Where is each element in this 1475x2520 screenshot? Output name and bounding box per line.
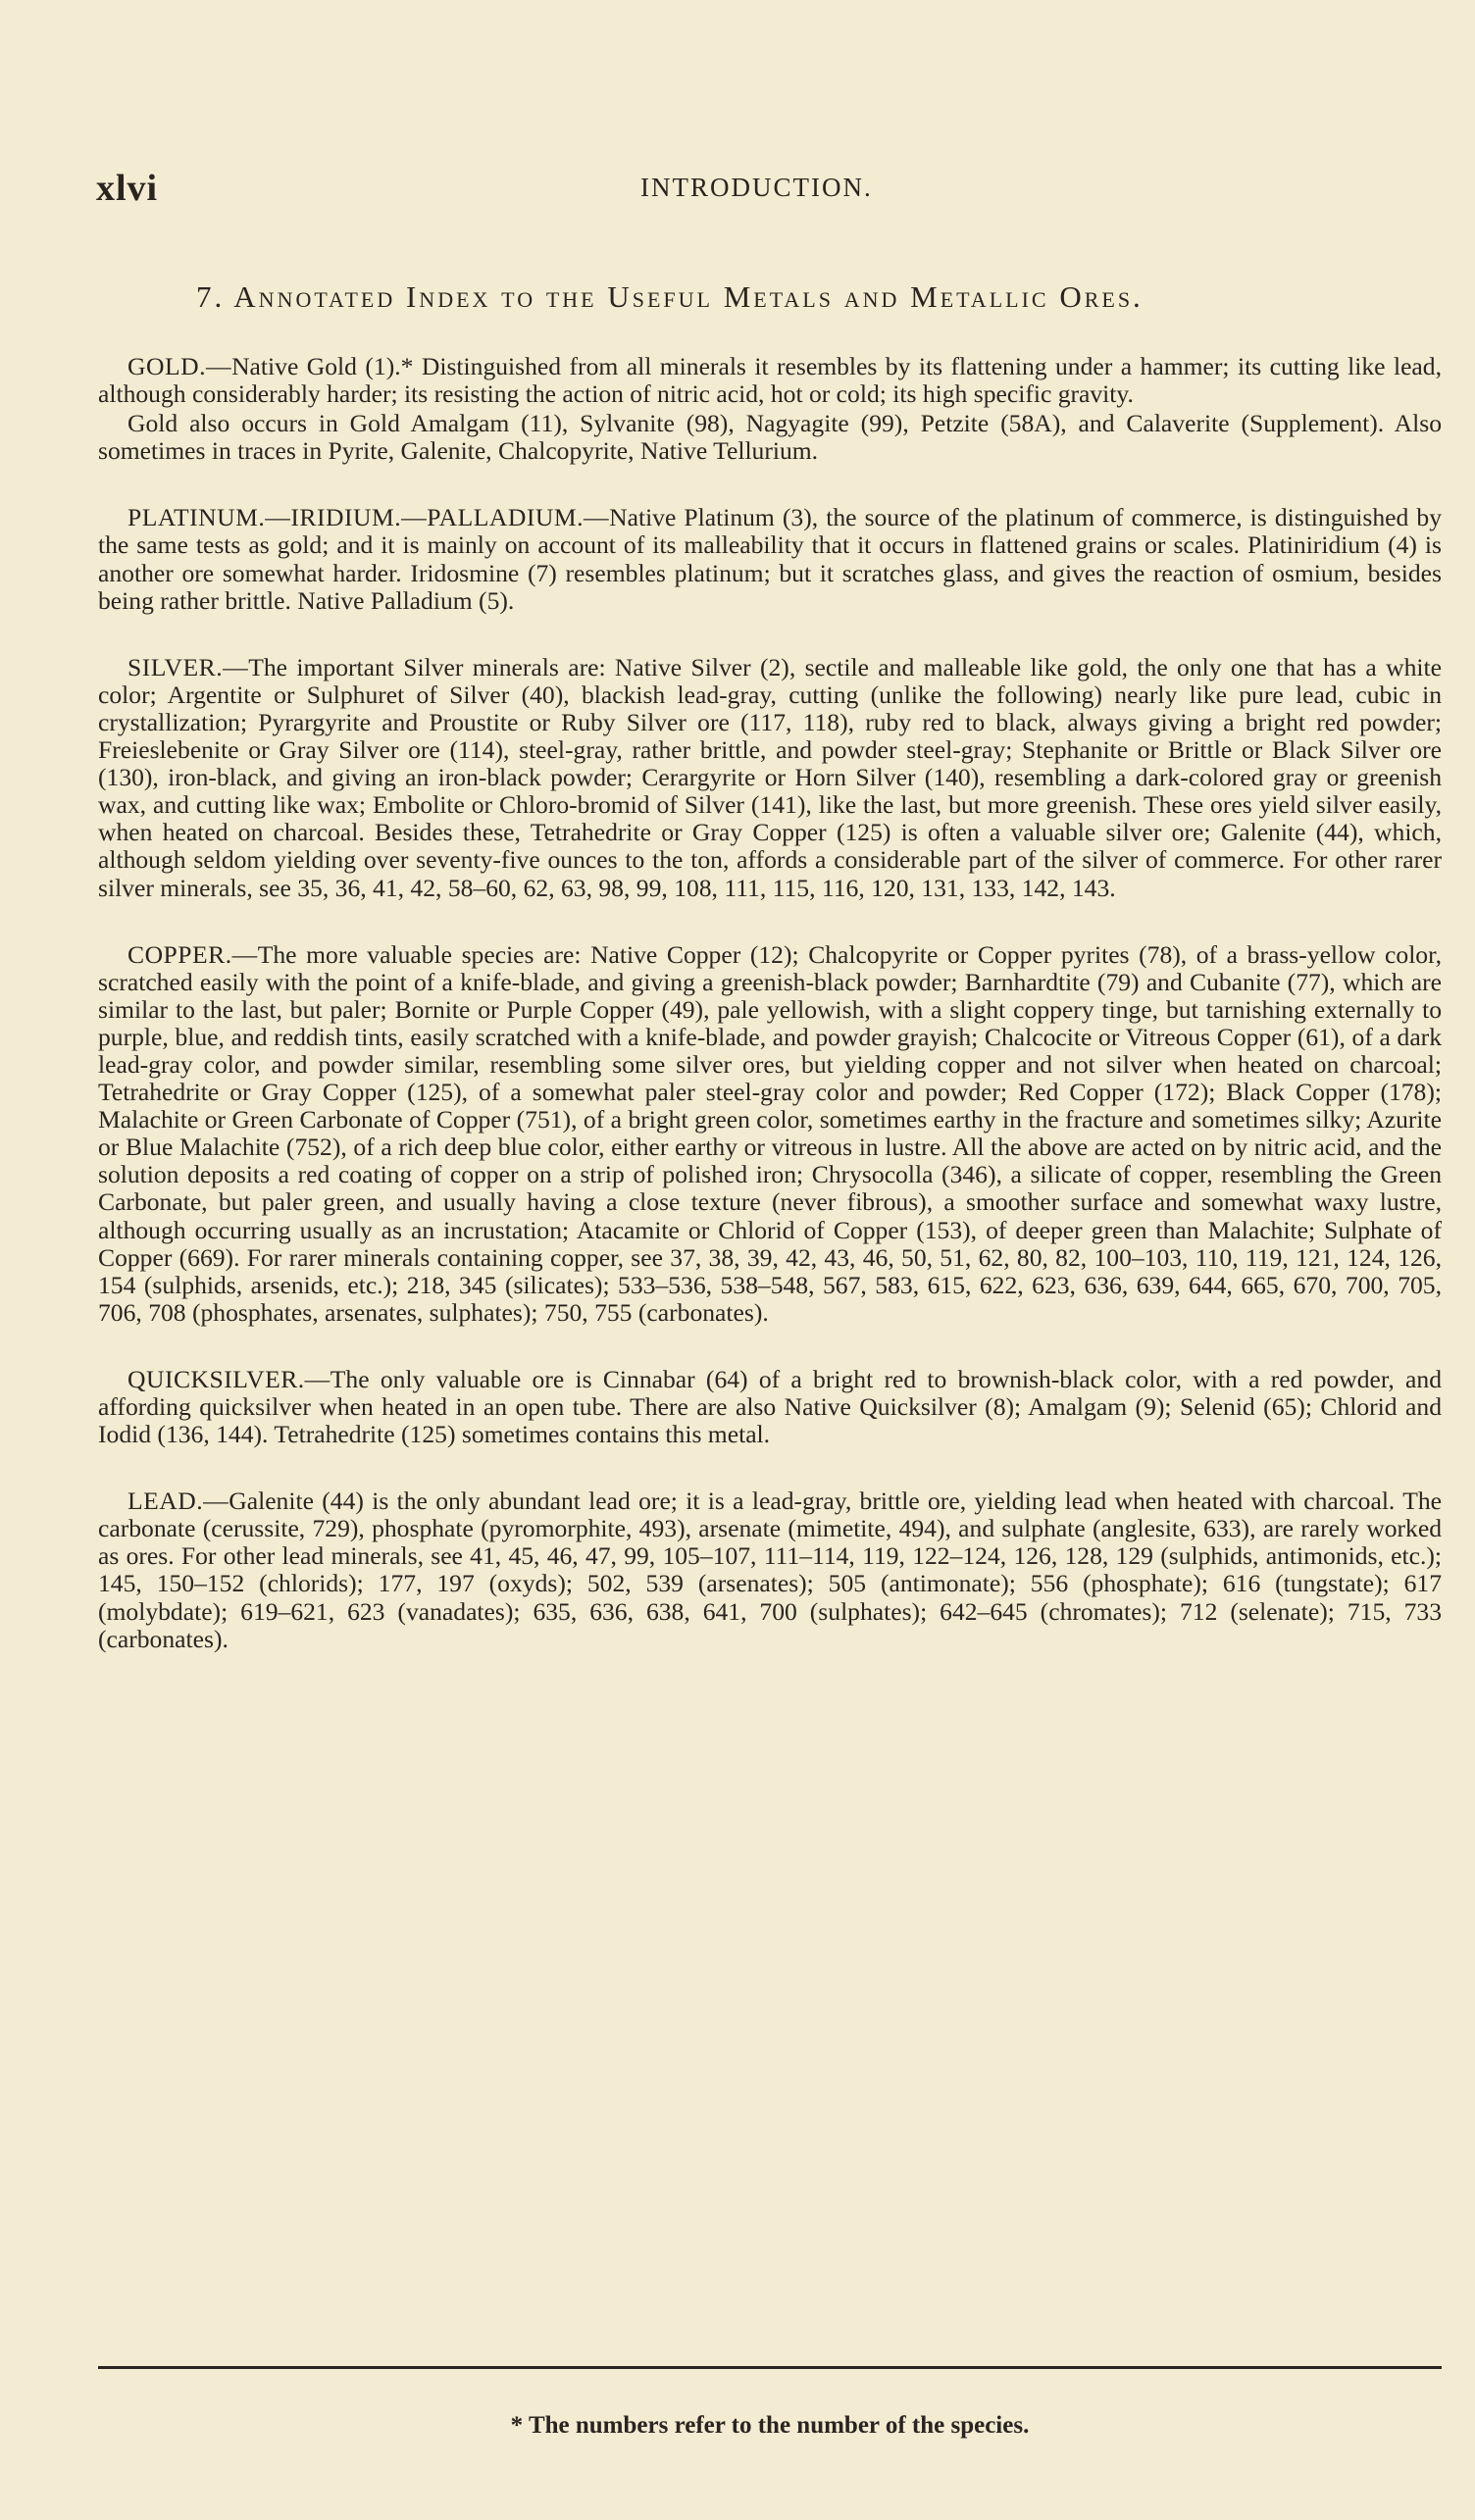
paragraph-gold-continued: [98, 410, 1442, 465]
paragraph-text: The more valuable species are: Native Copper (12); Chalcopyrite or Copper pyrites (78), of a brass-yellow color, scratched easily with the point of a knife-blade, and giving a greenish-black powder; Barnhardtite (79) and Cubanite (77), which are similar to the last, but paler; Bornite or Purple Copper (49), pale yellowish, with a slight coppery tinge, but tarnishing externally to purple, blue, and reddish tints, easily scratched with a knife-blade, and powder grayish; Chalcocite or Vitreous Copper (61), of a dark lead-gray color, and powder similar, resembling some silver ores, but yielding copper and not silver when heated on charcoal; Tetrahedrite or Gray Copper (125), of a somewhat paler steel-gray color and powder; Red Copper (172); Black Copper (178); Malachite or Green Carbonate of Copper (751), of a bright green color, sometimes earthy in the fracture and sometimes silky; Azurite or Blue Malachite (752), of a rich deep blue color, either earthy or vitreous in lustre. All the above are acted on by nitric acid, and the solution deposits a red coating of copper on a strip of polished iron; Chrysocolla (346), a silicate of copper, resembling the Green Carbonate, but paler green, and usually having a close texture (never fibrous), a smoother surface and somewhat waxy lustre, although occurring usually as an incrustation; Atacamite or Chlorid of Copper (153), of deeper green than Malachite; Sulphate of Copper (669). For rarer minerals containing copper, see 37, 38, 39, 42, 43, 46, 50, 51, 62, 80, 82, 100–103, 110, 119, 121, 124, 126, 154 (sulphids, arsenids, etc.); 218, 345 (silicates); 533–536, 538–548, 567, 583, 615, 622, 623, 636, 639, 644, 665, 670, 700, 705, 706, 708 (phosphates, arsenates, sulphates); 750, 755 (carbonates).: [98, 939, 1442, 1327]
paragraph-lead: PLATINUM.—IRIDIUM.—PALLADIUM.—: [127, 503, 610, 532]
section-title: 7. Annotated Index to the Useful Metals and Metallic Ores.: [196, 279, 1144, 314]
paragraph-gold: [98, 353, 1442, 408]
page-number: xlvi: [96, 168, 159, 209]
paragraph-lead: SILVER.—: [127, 652, 249, 681]
body-text: [98, 353, 1442, 1653]
paragraph-text: Native Platinum (3), the source of the platinum of commerce, is distinguished by the same tests as gold; and it is mainly on account of its malleability that it occurs in flattened grains or scales. Platiniridium (4) is another ore somewhat harder. Iridosmine (7) resembles platinum; but it scratches glass, and gives the reaction of osmium, besides being rather brittle. Native Palladium (5).: [98, 503, 1442, 615]
running-title: INTRODUCTION.: [640, 173, 873, 202]
paragraph-text: Native Gold (1).* Distinguished from all minerals it resembles by its flattening under a hammer; its cutting like lead, although considerably harder; its resisting the action of nitric acid, hot or cold; its high specific gravity.: [98, 352, 1442, 409]
footnote: * The numbers refer to the number of the species.: [510, 2412, 1030, 2439]
paragraph-platinum: [98, 504, 1442, 614]
paragraph-lead: GOLD.—: [127, 352, 232, 380]
paragraph-copper: [98, 941, 1442, 1327]
page-header: [96, 167, 1442, 216]
paragraph-text: The only valuable ore is Cinnabar (64) of a bright red to brownish-black color, with a red powder, and affording quicksilver when heated in an open tube. There are also Native Quicksilver (8); Amalgam (9); Selenid (65); Chlorid and Iodid (136, 144). Tetrahedrite (125) sometimes contains this metal.: [98, 1364, 1442, 1449]
paragraph-quicksilver: [98, 1366, 1442, 1448]
paragraph-lead: COPPER.—: [127, 939, 258, 969]
paragraph-lead: LEAD.—: [127, 1487, 229, 1516]
paragraph-text: Gold also occurs in Gold Amalgam (11), Sylvanite (98), Nagyagite (99), Petzite (58A), and Calaverite (Supplement). Also sometimes in traces in Pyrite, Galenite, Chalcopyrite, Native Tellurium.: [98, 409, 1442, 466]
footnote-divider: [98, 2366, 1442, 2369]
paragraph-lead-metal: [98, 1487, 1442, 1653]
paragraph-silver: [98, 654, 1442, 902]
paragraph-text: The important Silver minerals are: Native Silver (2), sectile and malleable like gold, the only one that has a white color; Argentite or Sulphuret of Silver (40), blackish lead-gray, cutting (unlike the following) nearly like pure lead, cubic in crystallization; Pyrargyrite and Proustite or Ruby Silver ore (117, 118), ruby red to black, always giving a bright red powder; Freieslebenite or Gray Silver ore (114), steel-gray, rather brittle, and powder steel-gray; Stephanite or Brittle or Black Silver ore (130), iron-black, and giving an iron-black powder; Cerargyrite or Horn Silver (140), resembling a dark-colored gray or greenish wax, and cutting like wax; Embolite or Chloro-bromid of Silver (141), like the last, but more greenish. These ores yield silver easily, when heated on charcoal. Besides these, Tetrahedrite or Gray Copper (125) is often a valuable silver ore; Galenite (44), which, although seldom yielding over seventy-five ounces to the ton, affords a considerable part of the silver of commerce. For other rarer silver minerals, see 35, 36, 41, 42, 58–60, 62, 63, 98, 99, 108, 111, 115, 116, 120, 131, 133, 142, 143.: [98, 652, 1442, 902]
paragraph-lead: QUICKSILVER.—: [127, 1364, 331, 1393]
paragraph-text: Galenite (44) is the only abundant lead ore; it is a lead-gray, brittle ore, yielding lead when heated with charcoal. The carbonate (cerussite, 729), phosphate (pyromorphite, 493), arsenate (mimetite, 494), and sulphate (anglesite, 633), are rarely worked as ores. For other lead minerals, see 41, 45, 46, 47, 99, 105–107, 111–114, 119, 122–124, 126, 128, 129 (sulphids, antimonids, etc.); 145, 150–152 (chlorids); 177, 197 (oxyds); 502, 539 (arsenates); 505 (antimonate); 556 (phosphate); 616 (tungstate); 617 (molybdate); 619–621, 623 (vanadates); 635, 636, 638, 641, 700 (sulphates); 642–645 (chromates); 712 (selenate); 715, 733 (carbonates).: [98, 1487, 1442, 1653]
